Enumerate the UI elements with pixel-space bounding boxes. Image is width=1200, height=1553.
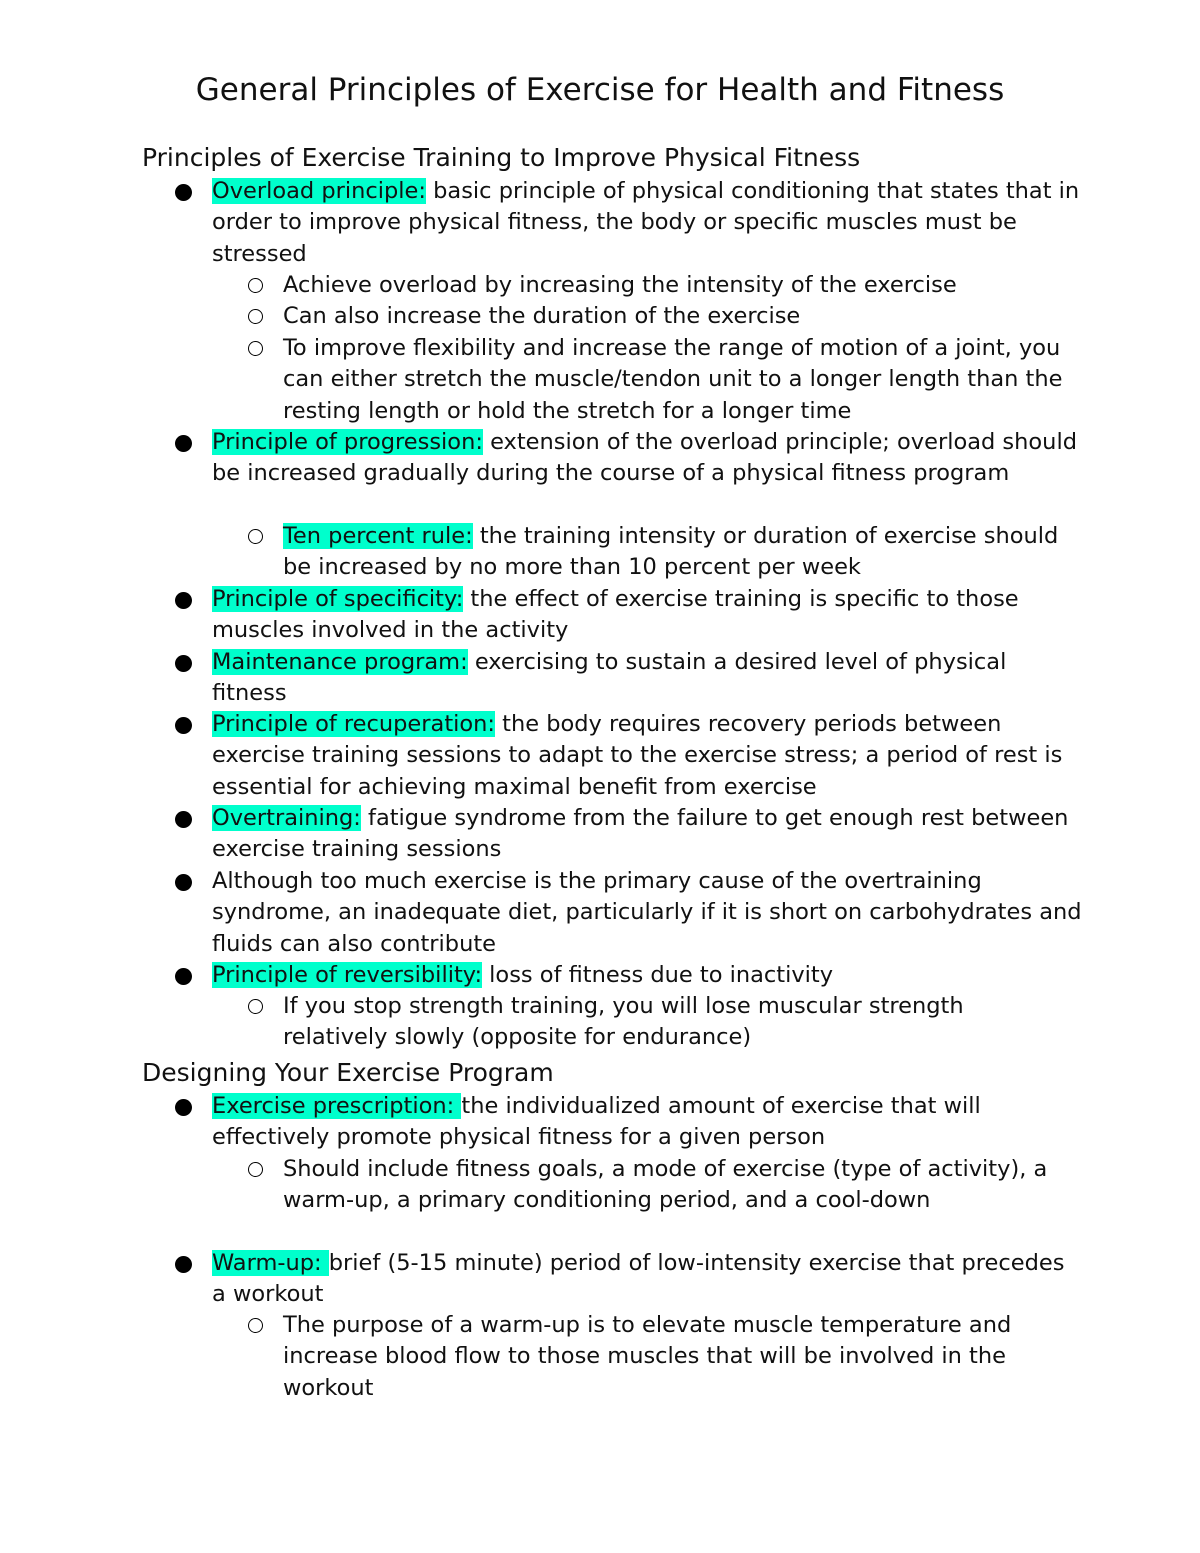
bullet-icon <box>175 592 192 609</box>
item-text: Although too much exercise is the primary cause of the overtraining syndrome, an inadequate diet, particularly if it is short on carbohydrates and fluids can also contribute <box>212 868 1082 957</box>
bullet-icon <box>175 874 192 891</box>
highlighted-term: Maintenance program: <box>212 649 468 675</box>
list-item <box>212 1091 1082 1154</box>
bullet-icon <box>175 811 192 828</box>
bullet-icon <box>175 1099 192 1116</box>
list-item <box>212 803 1082 866</box>
bullet-icon <box>175 717 192 734</box>
circle-bullet-icon <box>248 529 263 544</box>
item-text: Achieve overload by increasing the intensity of the exercise <box>283 272 957 298</box>
sub-list-item <box>283 270 1073 301</box>
item-text: Can also increase the duration of the exercise <box>283 303 801 329</box>
highlighted-term: Principle of progression: <box>212 429 483 455</box>
list-item <box>212 584 1082 647</box>
bullet-icon <box>175 655 192 672</box>
circle-bullet-icon <box>248 999 263 1014</box>
sub-list-item <box>283 301 1073 332</box>
item-text: the individualized amount of exercise that will effectively promote physical fitness for a given person <box>212 1093 981 1151</box>
highlighted-term: Principle of reversibility: <box>212 962 483 988</box>
circle-bullet-icon <box>248 1162 263 1177</box>
bullet-icon <box>175 435 192 452</box>
list-item <box>212 647 1082 710</box>
highlighted-term: Warm-up: <box>212 1250 329 1276</box>
circle-bullet-icon <box>248 1318 263 1333</box>
sub-list-item <box>283 1310 1073 1404</box>
item-text: the effect of exercise training is specific to those muscles involved in the activity <box>212 586 1019 644</box>
item-text: Should include fitness goals, a mode of exercise (type of activity), a warm-up, a primary conditioning period, and a cool-down <box>283 1156 1048 1214</box>
item-text: the training intensity or duration of exercise should be increased by no more than 10 percent per week <box>283 523 1059 581</box>
list-item <box>212 709 1082 803</box>
sub-list-item <box>283 521 1073 584</box>
section-heading: Principles of Exercise Training to Improve Physical Fitness <box>142 143 861 172</box>
item-text: the body requires recovery periods between exercise training sessions to adapt to the exercise stress; a period of rest is essential for achieving maximal benefit from exercise <box>212 711 1063 800</box>
highlighted-term: Principle of specificity: <box>212 586 464 612</box>
highlighted-term: Overtraining: <box>212 805 361 831</box>
item-text: exercising to sustain a desired level of physical fitness <box>212 649 1007 707</box>
list-item <box>212 427 1082 490</box>
sub-list-item <box>283 1154 1073 1217</box>
highlighted-term: Exercise prescription: <box>212 1093 462 1119</box>
item-text: loss of fitness due to inactivity <box>482 962 834 988</box>
list-item <box>212 176 1082 270</box>
circle-bullet-icon <box>248 341 263 356</box>
item-text: brief (5-15 minute) period of low-intensity exercise that precedes a workout <box>212 1250 1065 1308</box>
circle-bullet-icon <box>248 278 263 293</box>
bullet-icon <box>175 1256 192 1273</box>
highlighted-term: Principle of recuperation: <box>212 711 495 737</box>
list-item <box>212 960 1082 991</box>
document-title: General Principles of Exercise for Health and Fitness <box>195 72 1005 108</box>
list-item <box>212 866 1082 960</box>
highlighted-term: Overload principle: <box>212 178 426 204</box>
sub-list-item <box>283 333 1073 427</box>
section-heading: Designing Your Exercise Program <box>142 1058 554 1087</box>
item-text: If you stop strength training, you will lose muscular strength relatively slowly (opposite for endurance) <box>283 993 964 1051</box>
highlighted-term: Ten percent rule: <box>283 523 473 549</box>
item-text: basic principle of physical conditioning that states that in order to improve physical fitness, the body or specific muscles must be stressed <box>212 178 1080 267</box>
item-text: fatigue syndrome from the failure to get enough rest between exercise training sessions <box>212 805 1069 863</box>
list-item <box>212 1248 1082 1311</box>
bullet-icon <box>175 968 192 985</box>
sub-list-item <box>283 991 1073 1054</box>
item-text: To improve flexibility and increase the range of motion of a joint, you can either stretch the muscle/tendon unit to a longer length than the resting length or hold the stretch for a longer time <box>283 335 1063 424</box>
circle-bullet-icon <box>248 309 263 324</box>
item-text: extension of the overload principle; overload should be increased gradually during the course of a physical fitness program <box>212 429 1077 487</box>
bullet-icon <box>175 184 192 201</box>
item-text: The purpose of a warm-up is to elevate muscle temperature and increase blood flow to those muscles that will be involved in the workout <box>283 1312 1012 1401</box>
